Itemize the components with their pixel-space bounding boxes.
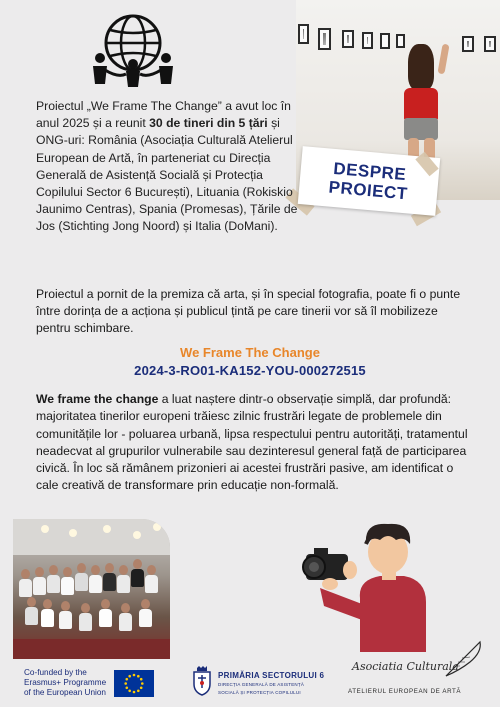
premise-paragraph: Proiectul a pornit de la premiza că arta, și în special fotografia, poate fi o punte între dorința de a acționa și publicul țintă pe care tinerii vor să îl mobilizeze pentru schimbare.: [36, 287, 461, 336]
body-text: a luat naștere dintr-o observație simplă, dar profundă: majoritatea tinerilor europeni trăiesc zilnic frustrări legate de problemele din comunitățile lor - poluarea urbană, lipsa respectului pentru autorități, tratamentul neadecvat al grupurilor vulnerabile sau dezinteresul general față de participarea civică. În loc să rămânem prizonieri ai acestei frustrări pasive, am identificat o cale creativă de transformare prin educație non-formală.: [36, 392, 468, 493]
group-photo: [13, 519, 170, 659]
erasmus-cofunded-text: [24, 668, 116, 698]
cofunded-line1: Co-funded by the: [24, 668, 87, 677]
cofunded-line2: Erasmus+ Programme: [24, 678, 107, 687]
intro-text-a: Proiectul „We Frame The Change” a avut loc în anul 2025 și a reunit: [36, 99, 291, 131]
project-code: 2024-3-RO01-KA152-YOU-000272515: [134, 363, 366, 378]
badge-line2: PROIECT: [327, 177, 409, 204]
intro-text-b: și ONG-uri: România (Asociația Culturală Atelierul European de Artă, în parteneriat cu Direcția Generală de Asistență Socială și Protecția Copilului Sector 6 București), Lituania (Rokiskio Jaunimo Centras), Spania (Promesas), Țările de Jos (Stichting Jong Noord) și Italia (DoMani).: [36, 116, 298, 234]
quill-pen-icon: [440, 636, 486, 682]
intro-paragraph: [36, 98, 308, 236]
intro-text-bold: 30 de tineri din 5 țări: [149, 116, 268, 131]
globe-people-icon: [88, 8, 178, 88]
association-signature: Asociatia Culturala: [352, 660, 459, 673]
photographer-illustration: [300, 514, 430, 652]
project-name: We Frame The Change: [180, 345, 320, 360]
badge-line1: DESPRE: [332, 158, 407, 185]
body-paragraph: [36, 391, 472, 495]
primaria-title: PRIMĂRIA SECTORULUI 6: [218, 671, 325, 680]
cofunded-line3: of the European Union: [24, 688, 106, 697]
primaria-sub2: SOCIALĂ ȘI PROTECȚIA COPILULUI: [218, 689, 301, 695]
eu-flag-icon: [114, 670, 154, 697]
body-bold: We frame the change: [36, 392, 159, 406]
sector6-crest-icon: [192, 666, 212, 696]
primaria-sub1: DIRECȚIA GENERALĂ DE ASISTENȚĂ: [218, 682, 305, 687]
primaria-logo-text: [218, 671, 338, 695]
association-name: ATELIERUL EUROPEAN DE ARTĂ: [348, 688, 462, 695]
